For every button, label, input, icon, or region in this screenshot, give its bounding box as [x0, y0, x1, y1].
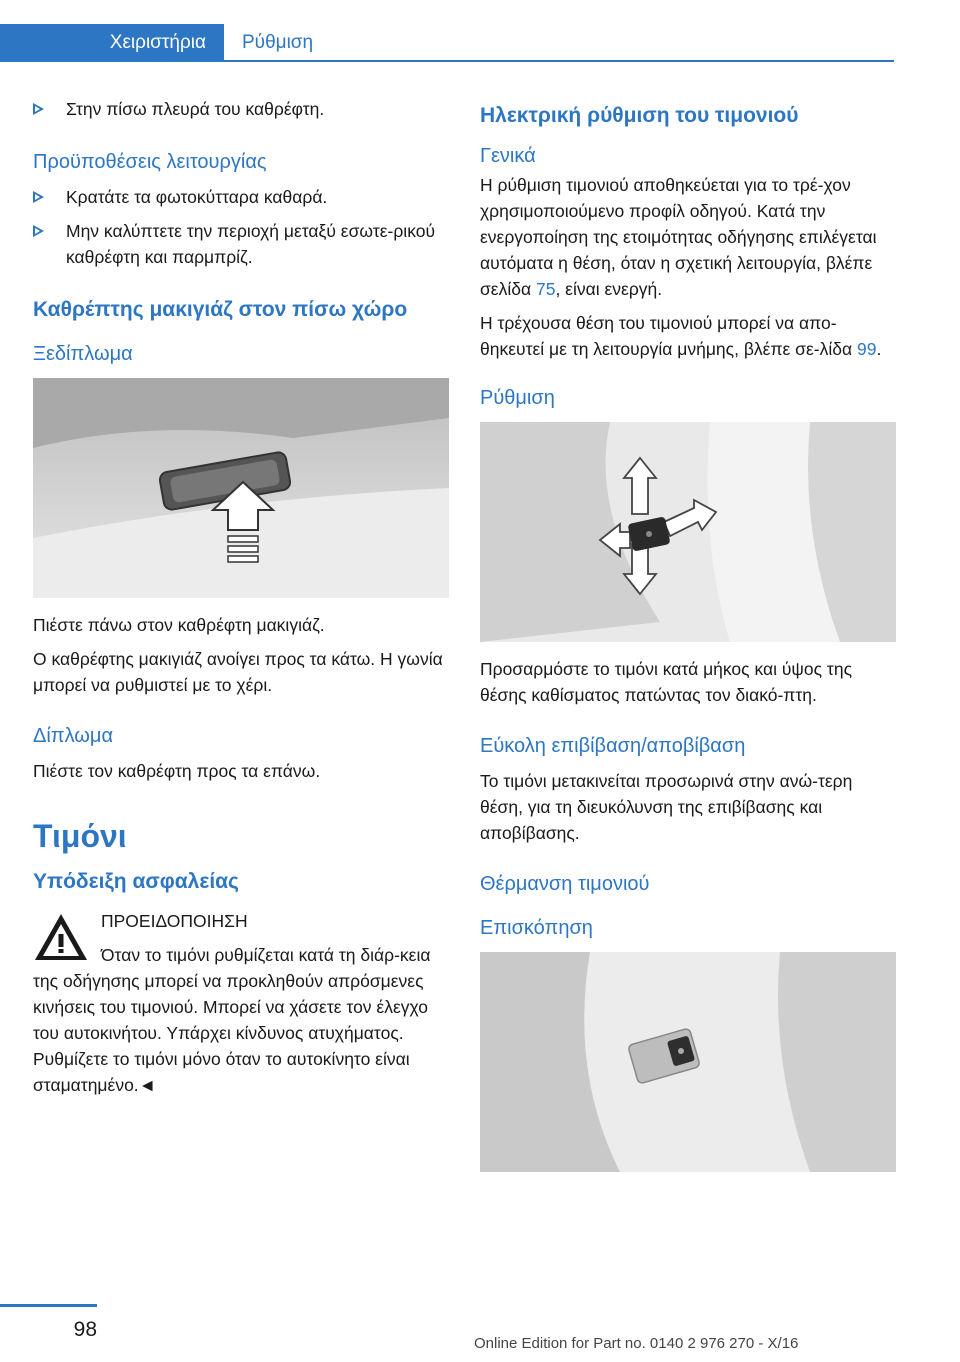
warning-text: Όταν το τιμόνι ρυθμίζεται κατά τη διάρ-κεια της οδήγησης μπορεί να προκληθούν απρόσμενες κινήσεις του τιμονιού. Μπορεί να χάσετε τον έλεγχο του αυτοκινήτου. Υπάρχει κίνδυνος ατυχήματος. Ρυθμίζετε το τιμόνι μόνο όταν το αυτοκίνητο είναι σταματημένο.◄ [33, 945, 431, 1095]
paragraph: Ο καθρέφτης μακιγιάζ ανοίγει προς τα κάτω. Η γωνία μπορεί να ρυθμιστεί με το χέρι. [33, 649, 443, 695]
makeup-mirror-figure [33, 378, 449, 598]
bullet-triangle-icon [33, 103, 44, 115]
paragraph-text: . [876, 339, 882, 359]
heading-safety-note: Υπόδειξη ασφαλείας [33, 870, 239, 893]
warning-title: ΠΡΟΕΙΔΟΠΟΙΗΣΗ [101, 911, 248, 931]
heading-adjust: Ρύθμιση [480, 387, 555, 409]
paragraph: Πιέστε πάνω στον καθρέφτη μακιγιάζ. [33, 615, 325, 635]
list-item [33, 184, 449, 210]
tab-controls[interactable]: Χειριστήρια [0, 24, 224, 62]
heading-unfold: Ξεδίπλωμα [33, 343, 133, 365]
header-divider [224, 60, 894, 62]
page-link-99[interactable]: 99 [856, 339, 877, 359]
heading-heating: Θέρμανση τιμονιού [480, 873, 650, 895]
left-column [33, 96, 449, 1098]
page-link-75[interactable]: 75 [535, 279, 556, 299]
heading-fold: Δίπλωμα [33, 725, 113, 747]
bullet-triangle-icon [33, 191, 44, 203]
heading-overview: Επισκόπηση [480, 917, 593, 939]
bullet-triangle-icon [33, 225, 44, 237]
steering-adjust-figure [480, 422, 896, 642]
heating-overview-figure [480, 952, 896, 1172]
warning-box [33, 908, 449, 1098]
list-item [33, 218, 449, 270]
heading-easy-entry: Εύκολη επιβίβαση/αποβίβαση [480, 735, 746, 757]
list-item-text: Στην πίσω πλευρά του καθρέφτη. [66, 99, 325, 119]
paragraph-text: Η ρύθμιση τιμονιού αποθηκεύεται για το τρέ-χον χρησιμοποιούμενο προφίλ οδηγού. Κατά την ενεργοποίηση της ετοιμότητας οδήγησης επιλέγεται αυτόματα η θέση, όταν η σχετική λειτουργία, βλέπε σελίδα [480, 175, 877, 299]
tab-adjustment[interactable]: Ρύθμιση [242, 32, 314, 53]
list-item-text: Μην καλύπτετε την περιοχή μεταξύ εσωτε-ρικού καθρέφτη και παρμπρίζ. [66, 221, 436, 267]
paragraph [480, 310, 896, 362]
list-item [33, 96, 449, 122]
paragraph: Πιέστε τον καθρέφτη προς τα επάνω. [33, 761, 321, 781]
footer-divider [0, 1304, 97, 1307]
page-number: 98 [73, 1318, 97, 1341]
page-header [0, 0, 960, 62]
right-column [480, 96, 896, 1186]
edition-note: Online Edition for Part no. 0140 2 976 270 - X/16 [474, 1335, 799, 1352]
heading-steering-wheel: Τιμόνι [33, 818, 127, 854]
list-item-text: Κρατάτε τα φωτοκύτταρα καθαρά. [66, 187, 328, 207]
heading-electric-adjustment: Ηλεκτρική ρύθμιση του τιμονιού [480, 104, 799, 127]
paragraph: Προσαρμόστε το τιμόνι κατά μήκος και ύψος της θέσης καθίσματος πατώντας τον διακό-πτη. [480, 659, 853, 705]
paragraph [480, 172, 896, 302]
paragraph-text: Η τρέχουσα θέση του τιμονιού μπορεί να απο-θηκευτεί με τη λειτουργία μνήμης, βλέπε σε-λίδα [480, 313, 857, 359]
warning-icon [33, 912, 89, 962]
paragraph-text: , είναι ενεργή. [555, 279, 663, 299]
paragraph: Το τιμόνι μετακινείται προσωρινά στην ανώ-τερη θέση, για τη διευκόλυνση της επιβίβασης και αποβίβασης. [480, 771, 853, 843]
heading-makeup-mirror: Καθρέπτης μακιγιάζ στον πίσω χώρο [33, 298, 408, 321]
heading-general: Γενικά [480, 145, 536, 167]
heading-prerequisites: Προϋποθέσεις λειτουργίας [33, 151, 267, 173]
